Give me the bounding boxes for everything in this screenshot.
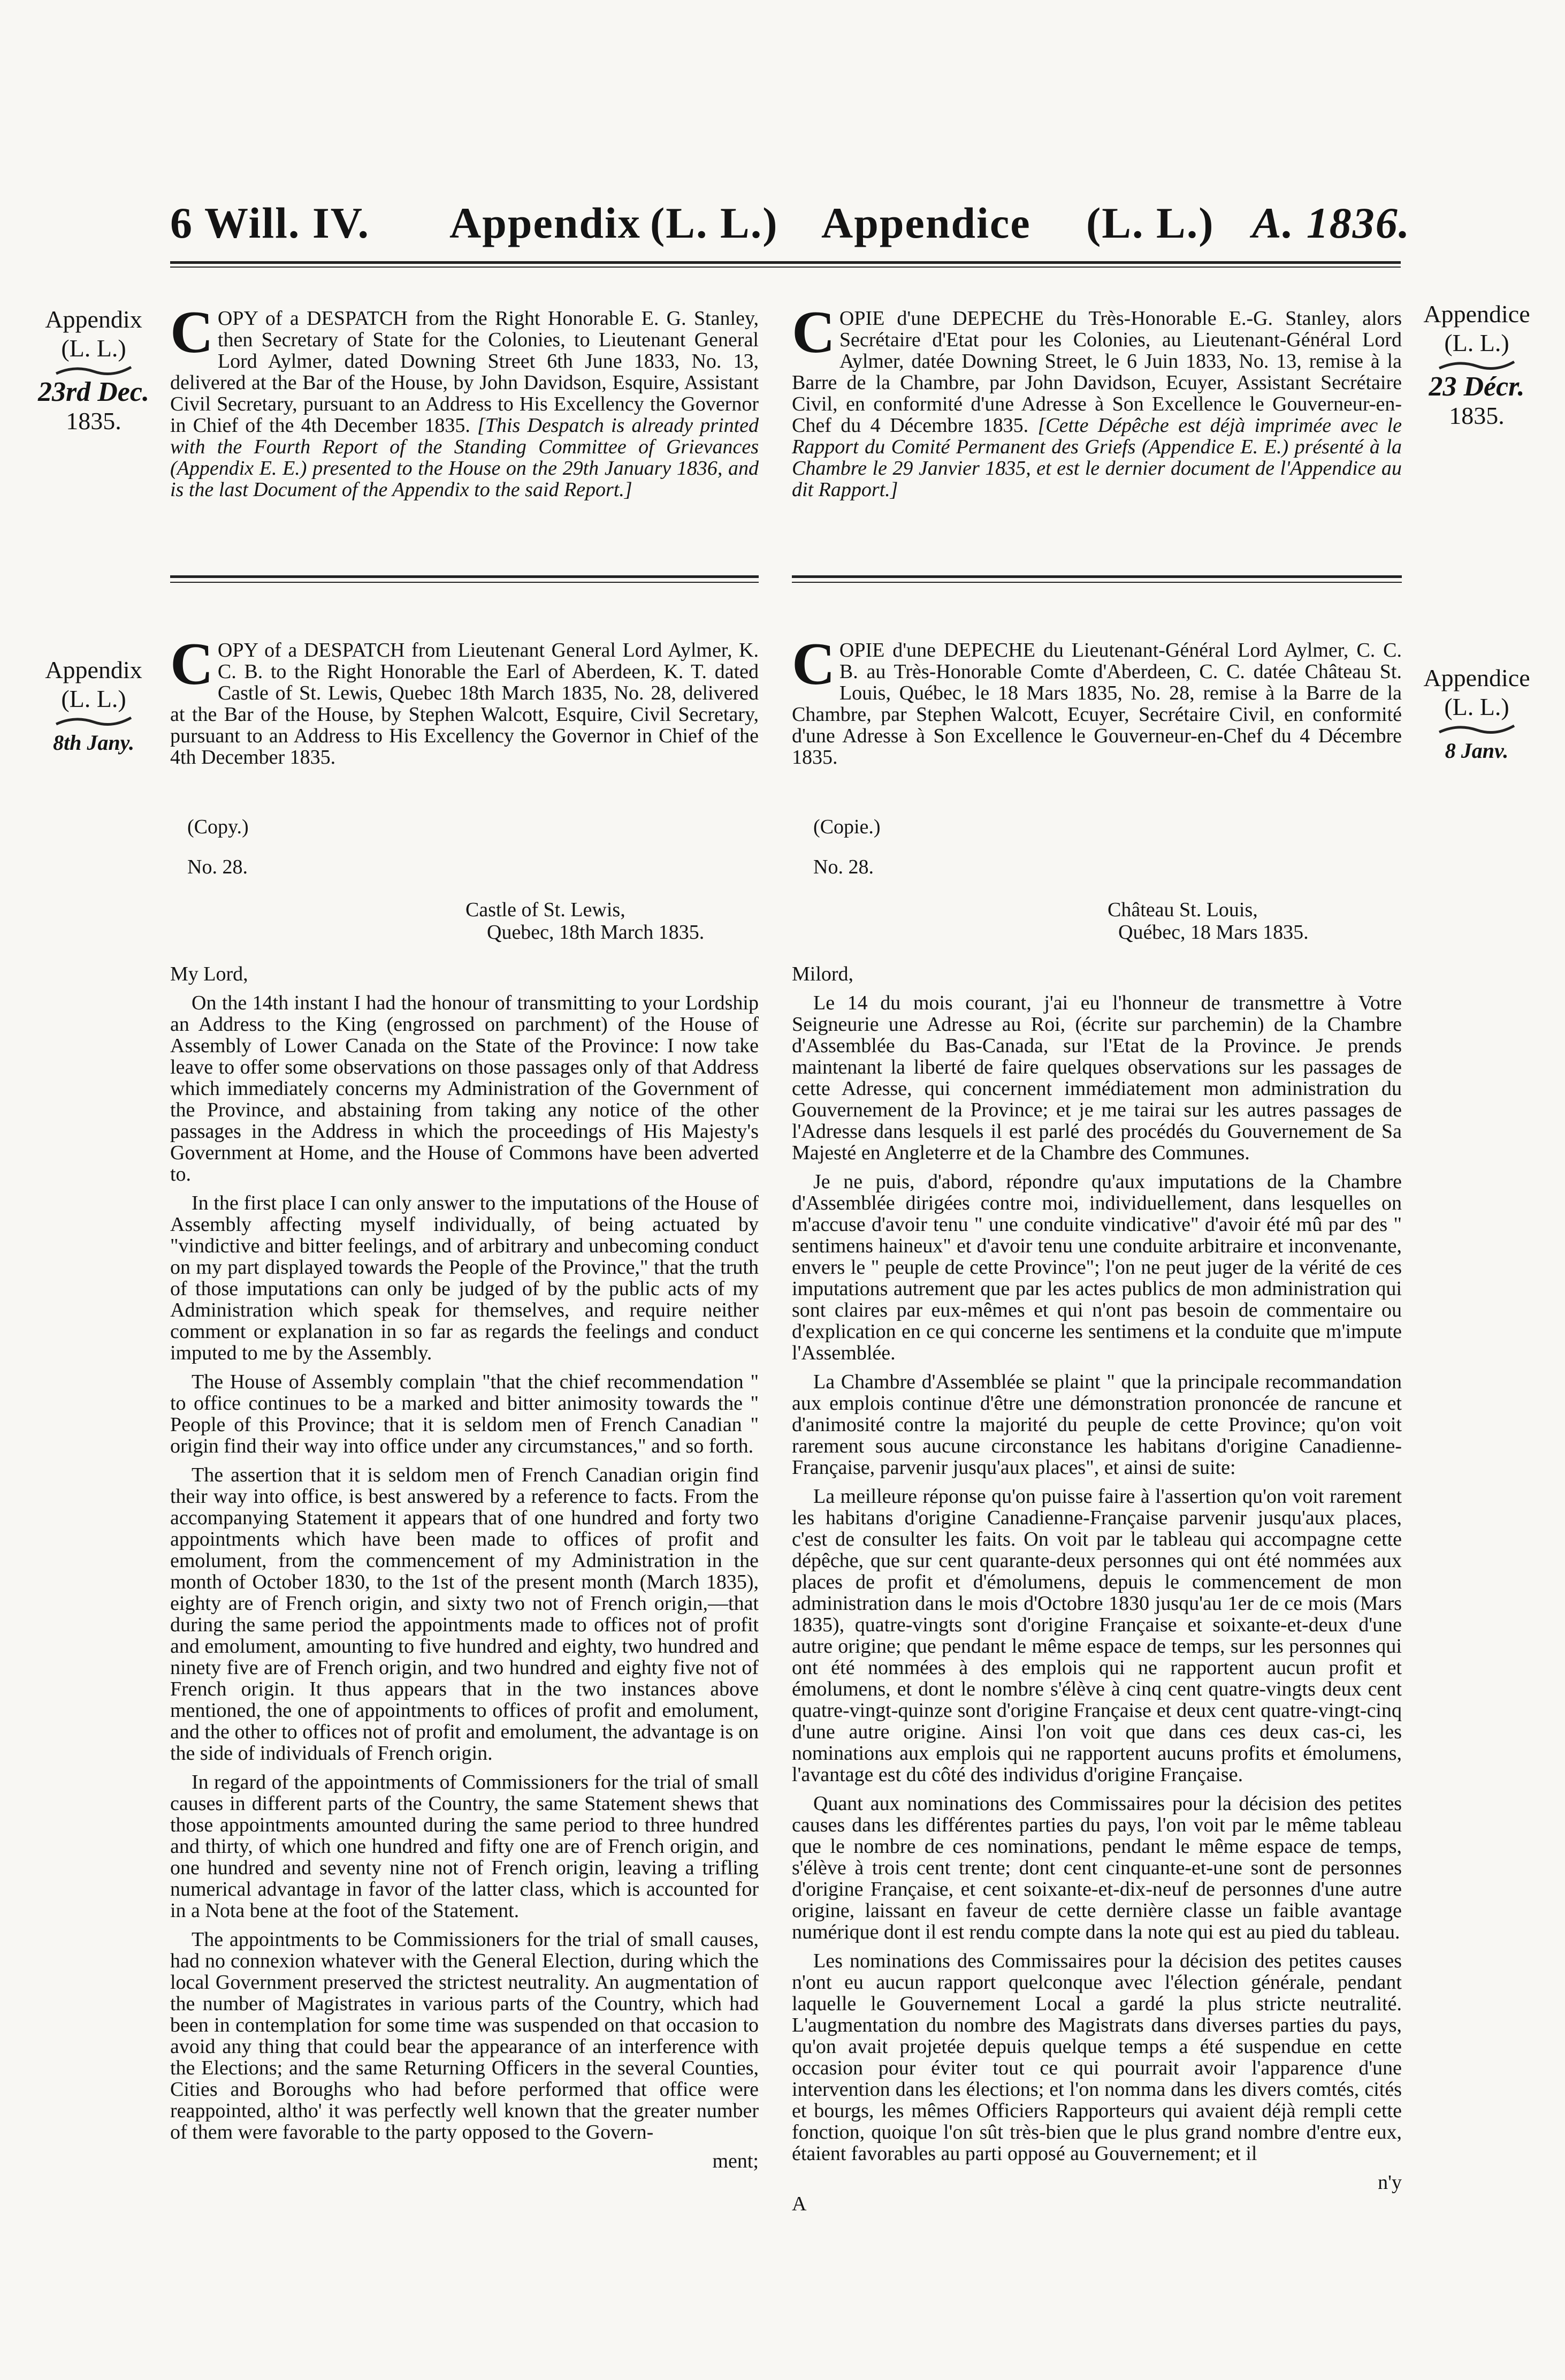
margin-year: 1835. bbox=[1449, 402, 1505, 429]
separator-rule-fr-thin bbox=[792, 582, 1402, 583]
paragraph: On the 14th instant I had the honour of transmitting to your Lordship an Address to the King (engrossed on parchment) of the House of Assembly of Lower Canada on the State of the Province: I now take leave to offer some observations on those passages only of that Address which immediately concerns my Administration of the Government of the Province, and abstaining from taking any notice of the other passages in the Address in which the proceedings of His Majesty's Government at Home, and the House of Commons have been adverted to. bbox=[170, 992, 759, 1185]
doc2-fr-copy: (Copie.) bbox=[813, 816, 881, 838]
margin-label: (L. L.) bbox=[61, 334, 126, 362]
doc1-en-title: OPY of a DESPATCH from the Right Honorable E. G. Stanley, then Secretary of State for the Colonies, to Lieutenant General Lord Aylmer, dated Downing Street 6th June 1833, No. 13, delivered at the Bar of the House, by John Davidson, Esquire, Assistant Civil Secretary, pursuant to an Address to His Excellency the Governor in Chief of the 4th December 1835. bbox=[170, 307, 759, 437]
paragraph: La Chambre d'Assemblée se plaint " que la principale recommandation aux emplois continue d'être une démonstration prononcée de rancune et d'animosité contre la majorité du peuple de cette Province; qu'on voit rarement sous aucune circonstance les habitans d'origine Canadienne-Française, parvenir jusqu'aux places", et ainsi de suite: bbox=[792, 1371, 1402, 1479]
squiggle-icon bbox=[54, 714, 134, 727]
dropcap: C bbox=[792, 631, 835, 697]
signature-mark: A bbox=[792, 2193, 807, 2215]
paragraph: La meilleure réponse qu'on puisse faire à l'assertion qu'on voit rarement les habitans d'origine Canadienne-Française parvenir jusqu'aux places, c'est de consulter les faits. On voit par le tableau qui accompagne cette dépêche, que sur cent quarante-deux personnes qui ont été nommées aux places de profit et d'émolumens, depuis le commencement de mon administration dans le mois d'Octobre 1830 jusqu'au 1er de ce mois (Mars 1835), quatre-vingts sont d'origine Française et soixante-et-deux d'une autre origine; que pendant le même espace de temps, sur les personnes qui ont été nommées à des emplois qui ne rapportent aucun profit et émolumens, et dont le nombre s'élève à cinq cent quatre-vingts deux cent quatre-vingt-quinze sont d'origine Française et deux cent quatre-vingt-cinq d'une autre origine. Ainsi l'on voit que dans ces deux cas-ci, les nominations aux emplois qui ne rapportent aucuns profits et émolumens, l'avantage est du côté des individus d'origine Française. bbox=[792, 1485, 1402, 1786]
paragraph: In regard of the appointments of Commissioners for the trial of small causes in different parts of the Country, the same Statement shews that those appointments amounted during the same period to three hundred and thirty, of which one hundred and fifty one are of French origin, and one hundred and seventy nine not of French origin, leaving a trifling numerical advantage in favor of the latter class, which is accounted for in a Nota bene at the foot of the Statement. bbox=[170, 1771, 759, 1922]
margin-note-mid-left bbox=[32, 656, 155, 757]
doc2-en-number: No. 28. bbox=[187, 856, 248, 878]
doc1-en-block bbox=[170, 299, 759, 501]
salutation: Milord, bbox=[792, 963, 854, 985]
paragraph: Les nominations des Commissaires pour la décision des petites causes n'ont eu aucun rapport quelconque avec l'élection générale, pendant laquelle le Gouvernement Local a gardé la plus stricte neutralité. L'augmentation du nombre des Magistrats dans diverses parties du pays, qu'on avait projetée depuis quelque temps a été suspendue en cette occasion pour éviter tout ce qui pourrait avoir l'apparence d'une intervention dans les élections; et l'on nomma dans les divers comtés, cités et bourgs, les mêmes Officiers Rapporteurs qui avaient déjà rempli cette fonction, quoique l'on sût très-bien que le plus grand nombre d'entre eux, étaient favorables au parti opposé au Gouvernement; et il bbox=[792, 1950, 1402, 2165]
dropcap: C bbox=[170, 631, 213, 697]
doc1-en-note: [This Despatch is already printed with the Fourth Report of the Standing Committee of Grievances (Appendix E. E.) presented to the House on the 29th January 1836, and is the last Document of the Appendix to the said Report.] bbox=[170, 414, 759, 501]
doc2-en-block bbox=[170, 631, 759, 769]
paragraph: The House of Assembly complain "that the chief recommendation " to office continues to be a marked and bitter animosity towards the " People of this Province; that it is seldom men of French Canadian " origin find their way into office under any circumstances," and so forth. bbox=[170, 1371, 759, 1457]
separator-rule-en bbox=[170, 575, 759, 578]
header-rule bbox=[170, 261, 1401, 264]
paragraph: Le 14 du mois courant, j'ai eu l'honneur de transmettre à Votre Seigneurie une Adresse au Roi, (écrite sur parchemin) de la Chambre d'Assemblée du Bas-Canada, sur l'Etat de la Province. Je prends maintenant la liberté de faire quelques observations sur les passages de cette Adresse, qui concernent immédiatement mon administration du Gouvernement de la Province; et je me tairai sur les autres passages de l'Adresse dans lesquels il est parlé des procédés du Gouvernement de Sa Majesté en Angleterre et de la Chambre des Communes. bbox=[792, 992, 1402, 1164]
margin-note-top-right bbox=[1410, 300, 1544, 430]
paragraph: The assertion that it is seldom men of French Canadian origin find their way into office, is best answered by a reference to facts. From the accompanying Statement it appears that of one hundred and forty two appointments which have been made to offices of profit and emolument, from the commencement of my Administration in the month of October 1830, to the 1st of the present month (March 1835), eighty are of French origin, and sixty two not of French origin,—that during the same period the appointments made to offices not of profit and emolument, amounting to five hundred and eighty, two hundred and ninety five are of French origin, and two hundred and eighty five not of French origin. It thus appears that in the two instances above mentioned, the one of appointments to offices of profit and emolument, and the other to offices not of profit and emolument, the advantage is on the side of individuals of French origin. bbox=[170, 1464, 759, 1765]
margin-label: (L. L.) bbox=[61, 685, 126, 712]
doc2-en-copy: (Copy.) bbox=[187, 816, 249, 838]
margin-date: 8th Jany. bbox=[53, 731, 134, 755]
dropcap: C bbox=[170, 299, 213, 366]
margin-date: 8 Janv. bbox=[1445, 739, 1509, 763]
doc2-en-title: OPY of a DESPATCH from Lieutenant General Lord Aylmer, K. C. B. to the Right Honorable the Earl of Aberdeen, K. T. dated Castle of St. Lewis, Quebec 18th March 1835, No. 28, delivered at the Bar of the House, by Stephen Walcott, Esquire, Civil Secretary, pursuant to an Address to His Excellency the Governor in Chief of the 4th December 1835. bbox=[170, 639, 759, 769]
margin-date: 23 Décr. bbox=[1429, 371, 1525, 402]
margin-label: (L. L.) bbox=[1444, 693, 1509, 720]
squiggle-icon bbox=[54, 364, 134, 377]
doc2-en-place: Castle of St. Lewis, bbox=[465, 899, 625, 921]
squiggle-icon bbox=[1437, 723, 1517, 735]
catchword: ment; bbox=[712, 2150, 759, 2172]
year-mark: A. 1836. bbox=[1252, 199, 1411, 247]
doc2-fr-body bbox=[792, 963, 1402, 2215]
header-label-fr: (L. L.) bbox=[1086, 199, 1215, 247]
margin-word: Appendice bbox=[1423, 300, 1530, 328]
margin-date: 23rd Dec. bbox=[38, 377, 149, 407]
header-label-en: (L. L.) bbox=[650, 199, 778, 247]
session-label: 6 Will. IV. bbox=[170, 199, 370, 247]
catchword: n'y bbox=[1378, 2171, 1402, 2194]
header-rule-thin bbox=[170, 267, 1401, 268]
paragraph: In the first place I can only answer to the imputations of the House of Assembly affecting myself individually, of being actuated by "vindictive and bitter feelings, and of arbitrary and unbecoming conduct on my part displayed towards the People of the Province," that the truth of those imputations can only be judged of by the public acts of my Administration which speak for themselves, and require neither comment or explanation in so far as regards the feelings and conduct imputed to me by the Assembly. bbox=[170, 1192, 759, 1364]
paragraph: Quant aux nominations des Commissaires pour la décision des petites causes dans les différentes parties du pays, l'on voit par le même tableau que le nombre de ces nominations, pendant le même espace de temps, s'élève à trois cent trente; dont cent cinquante-et-une sont de personnes d'origine Française, et cent soixante-et-dix-neuf de personnes d'une autre origine, laissant en faveur de cette dernière classe un faible avantage numérique dont il est rendu compte dans la note qui est au pied du tableau. bbox=[792, 1792, 1402, 1943]
doc2-en-body bbox=[170, 963, 759, 2172]
squiggle-icon bbox=[1437, 359, 1517, 371]
doc2-fr-block bbox=[792, 631, 1402, 769]
margin-note-mid-right bbox=[1410, 664, 1544, 765]
doc1-fr-title: OPIE d'une DEPECHE du Très-Honorable E.-G. Stanley, alors Secrétaire d'Etat pour les Colonies, au Lieutenant-Général Lord Aylmer, datée Downing Street, le 6 Juin 1833, No. 13, remise à la Barre de la Chambre, par John Davidson, Ecuyer, Assistant Secrétaire Civil, en conformité d'une Adresse à Son Excellence le Gouverneur-en-Chef du 4 Décembre 1835. bbox=[792, 307, 1402, 437]
margin-label: (L. L.) bbox=[1444, 329, 1509, 356]
paragraph: Je ne puis, d'abord, répondre qu'aux imputations de la Chambre d'Assemblée dirigées contre moi, individuellement, dans lesquelles on m'accuse d'avoir tenu " une conduite vindicative" d'avoir été mû par des " sentimens haineux" et d'avoir tenu une conduite arbitraire et inconvenante, envers le " peuple de cette Province"; l'on ne peut juger de la vérité de ces imputations autrement que par les actes publics de mon administration qui sont claires par eux-mêmes et qui n'ont pas besoin de commentaire ou d'explication en ce qui concerne les sentimens et la conduite que m'impute l'Assemblée. bbox=[792, 1170, 1402, 1364]
dropcap: C bbox=[792, 299, 835, 366]
doc1-fr-note: [Cette Dépêche est déjà imprimée avec le Rapport du Comité Permanent des Griefs (Appendice E. E.) présenté à la Chambre le 29 Janvier 1835, et est le dernier document de l'Appendice au dit Rapport.] bbox=[792, 414, 1402, 501]
doc2-fr-place: Château St. Louis, bbox=[1108, 899, 1258, 921]
margin-word: Appendix bbox=[45, 656, 142, 683]
doc2-en-date: Quebec, 18th March 1835. bbox=[487, 921, 705, 944]
header-appendice-fr: Appendice bbox=[821, 199, 1031, 247]
margin-word: Appendix bbox=[45, 306, 142, 333]
separator-rule-fr bbox=[792, 575, 1402, 578]
doc1-fr-block bbox=[792, 299, 1402, 501]
paragraph: The appointments to be Commissioners for the trial of small causes, had no connexion whatever with the General Election, during which the local Government preserved the strictest neutrality. An augmentation of the number of Magistrates in various parts of the Country, which had been in contemplation for some time was suspended on that occasion to avoid any thing that could bear the appearance of an interference with the Elections; and the same Returning Officers in the several Counties, Cities and Boroughs who had before performed that office were reappointed, altho' it was perfectly well known that the greater number of them were favorable to the party opposed to the Govern- bbox=[170, 1928, 759, 2143]
doc2-fr-title: OPIE d'une DEPECHE du Lieutenant-Général Lord Aylmer, C. C. B. au Très-Honorable Comte d'Aberdeen, C. C. datée Château St. Louis, Québec, le 18 Mars 1835, No. 28, remise à la Barre de la Chambre, par Stephen Walcott, Ecuyer, Secrétaire Civil, en conformité d'une Adresse à Son Excellence le Gouverneur-en-Chef du 4 Décembre 1835. bbox=[792, 639, 1402, 769]
margin-note-top-left bbox=[32, 305, 155, 436]
header-appendix-en: Appendix bbox=[449, 199, 641, 247]
margin-year: 1835. bbox=[66, 407, 121, 435]
salutation: My Lord, bbox=[170, 963, 248, 985]
doc2-fr-number: No. 28. bbox=[813, 856, 874, 878]
separator-rule-en-thin bbox=[170, 582, 759, 583]
margin-word: Appendice bbox=[1423, 664, 1530, 691]
doc2-fr-date: Québec, 18 Mars 1835. bbox=[1118, 921, 1309, 944]
